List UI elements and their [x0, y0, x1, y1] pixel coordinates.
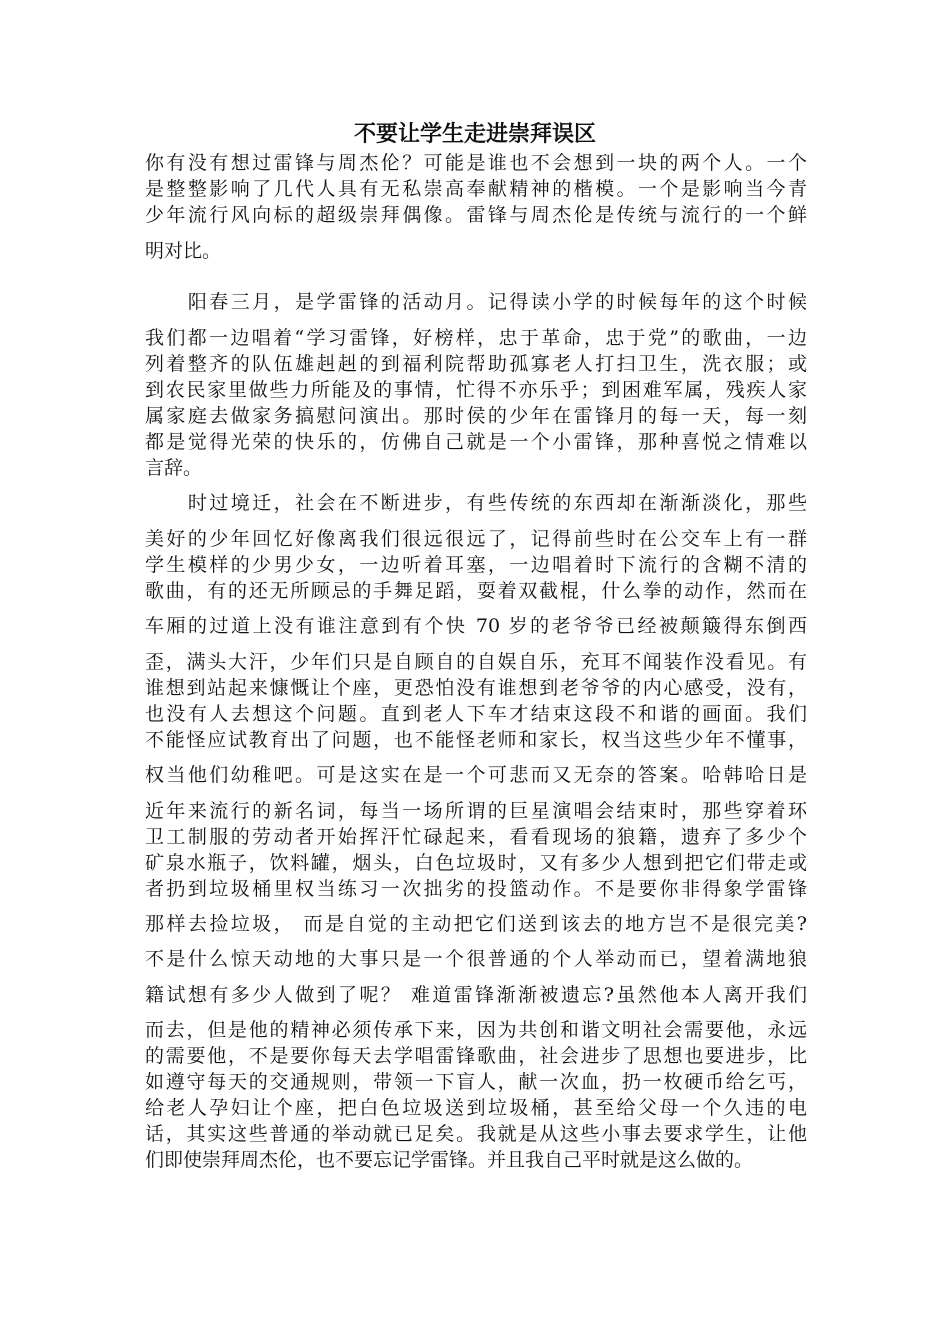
- text-line: 你有没有想过雷锋与周杰伦？可能是谁也不会想到一块的两个人。一个: [145, 152, 807, 174]
- text-line: 阳春三月，是学雷锋的活动月。记得读小学的时候每年的这个时候: [145, 291, 807, 313]
- text-line: 权当他们幼稚吧。可是这实在是一个可悲而又无奈的答案。哈韩哈日是: [145, 764, 807, 786]
- text-line: 列着整齐的队伍雄赳赳的到福利院帮助孤寡老人打扫卫生，洗衣服；或: [145, 353, 807, 375]
- text-line: 车厢的过道上没有谁注意到有个快 70 岁的老爷爷已经被颠簸得东倒西: [145, 615, 807, 637]
- text-line: 言辞。: [145, 457, 203, 479]
- text-line: 属家庭去做家务搞慰问演出。那时侯的少年在雷锋月的每一天，每一刻: [145, 405, 807, 427]
- text-line: 近年来流行的新名词，每当一场所谓的巨星演唱会结束时，那些穿着环: [145, 800, 807, 822]
- text-line: 不能怪应试教育出了问题，也不能怪老师和家长，权当这些少年不懂事，: [145, 729, 807, 751]
- text-line: 是整整影响了几代人具有无私崇高奉献精神的楷模。一个是影响当今青: [145, 178, 807, 200]
- text-line: 话，其实这些普通的举动就已足矣。我就是从这些小事去要求学生，让他: [145, 1123, 807, 1145]
- text-line: 也没有人去想这个问题。直到老人下车才结束这段不和谐的画面。我们: [145, 703, 807, 725]
- text-line: 我们都一边唱着“学习雷锋，好榜样，忠于革命，忠于党”的歌曲，一边: [145, 327, 807, 349]
- text-line: 卫工制服的劳动者开始挥汗忙碌起来，看看现场的狼籍，遗弃了多少个: [145, 826, 807, 848]
- text-line: 明对比。: [145, 240, 222, 262]
- text-line: 们即使崇拜周杰伦，也不要忘记学雷锋。并且我自己平时就是这么做的。: [145, 1149, 754, 1171]
- text-line: 学生模样的少男少女，一边听着耳塞，一边唱着时下流行的含糊不清的: [145, 554, 807, 576]
- text-line: 美好的少年回忆好像离我们很远很远了，记得前些时在公交车上有一群: [145, 528, 807, 550]
- text-line: 的需要他，不是要你每天去学唱雷锋歌曲，社会进步了思想也要进步，比: [145, 1045, 807, 1067]
- text-line: 那样去捡垃圾， 而是自觉的主动把它们送到该去的地方岂不是很完美?: [145, 913, 807, 935]
- text-line: 都是觉得光荣的快乐的，仿佛自己就是一个小雷锋，那种喜悦之情难以: [145, 431, 807, 453]
- text-line: 者扔到垃圾桶里权当练习一次拙劣的投篮动作。不是要你非得象学雷锋: [145, 878, 807, 900]
- text-line: 而去，但是他的精神必须传承下来，因为共创和谐文明社会需要他，永远: [145, 1019, 807, 1041]
- text-line: 矿泉水瓶子，饮料罐，烟头，白色垃圾时，又有多少人想到把它们带走或: [145, 852, 807, 874]
- text-line: 歌曲，有的还无所顾忌的手舞足蹈，耍着双截棍，什么拳的动作，然而在: [145, 580, 807, 602]
- text-line: 时过境迁，社会在不断进步，有些传统的东西却在渐渐淡化，那些: [145, 492, 807, 514]
- text-line: 到农民家里做些力所能及的事情，忙得不亦乐乎；到困难军属，残疾人家: [145, 379, 807, 401]
- text-line: 歪，满头大汗，少年们只是自顾自的自娱自乐，充耳不闻装作没看见。有: [145, 651, 807, 673]
- text-line: 谁想到站起来慷慨让个座，更恐怕没有谁想到老爷爷的内心感受，没有，: [145, 677, 807, 699]
- text-line: 少年流行风向标的超级崇拜偶像。雷锋与周杰伦是传统与流行的一个鲜: [145, 204, 807, 226]
- document-title: 不要让学生走进崇拜误区: [353, 122, 596, 147]
- text-line: 如遵守每天的交通规则，带领一下盲人，献一次血，扔一枚硬币给乞丐，: [145, 1071, 807, 1093]
- text-line: 不是什么惊天动地的大事只是一个很普通的个人举动而已，望着满地狼: [145, 948, 807, 970]
- text-line: 籍试想有多少人做到了呢？ 难道雷锋渐渐被遗忘?虽然他本人离开我们: [145, 984, 807, 1006]
- text-line: 给老人孕妇让个座，把白色垃圾送到垃圾桶，甚至给父母一个久违的电: [145, 1097, 807, 1119]
